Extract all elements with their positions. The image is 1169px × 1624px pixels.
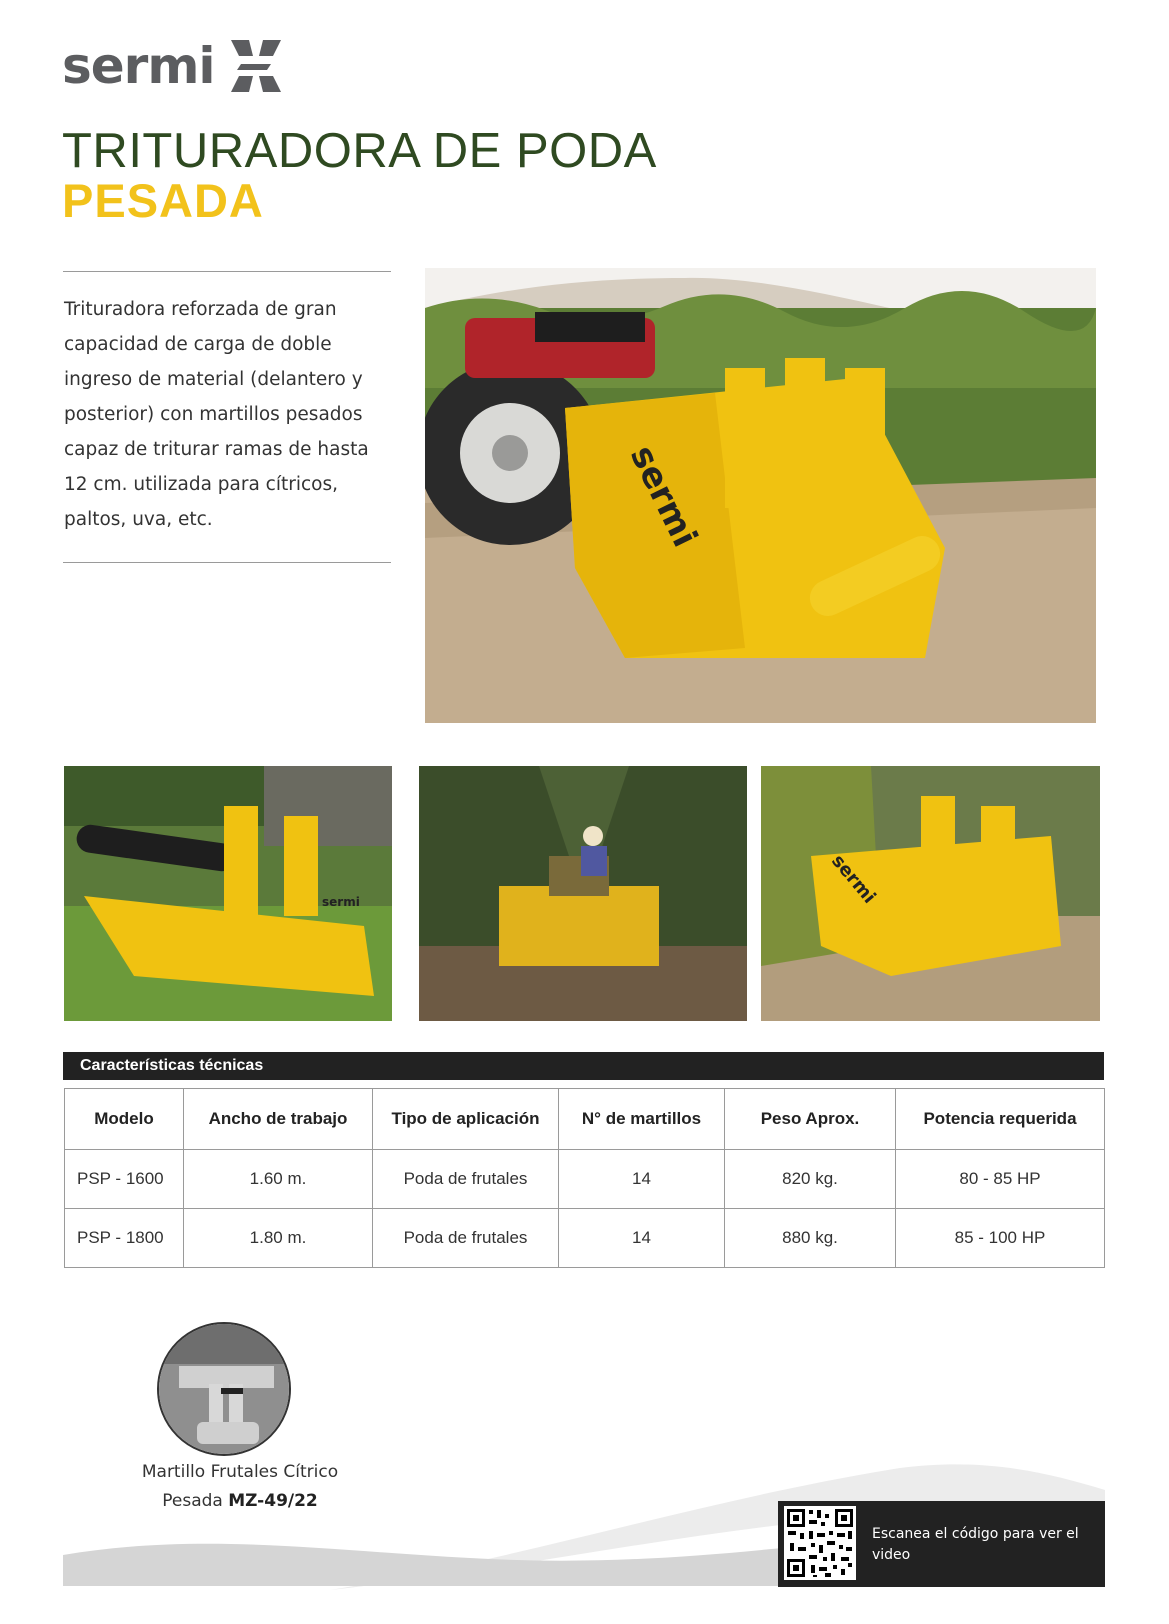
qr-code-icon[interactable]: [784, 1506, 856, 1580]
page-title: TRITURADORA DE PODA: [62, 124, 657, 178]
thumb1-brand-text: sermi: [322, 895, 360, 909]
product-description: Trituradora reforzada de gran capacidad de carga de doble ingreso de material (delantero y posterior) con martillos pesados capaz de triturar ramas de hasta 12 cm. utilizada para cítricos, paltos, uva, etc.: [64, 299, 369, 530]
table-cell: 80 - 85 HP: [896, 1150, 1105, 1209]
column-header: Potencia requerida: [896, 1089, 1105, 1150]
thumbnail-photo-side: [64, 766, 392, 1021]
qr-instruction: Escanea el código para ver el video: [872, 1526, 1079, 1563]
specs-table: [64, 1088, 1105, 1268]
brand-mark-icon: [229, 40, 283, 92]
table-cell: PSP - 1600: [65, 1150, 184, 1209]
table-cell: 1.80 m.: [184, 1209, 373, 1268]
brand-logo: [62, 38, 283, 94]
hammer-caption-line1: Martillo Frutales Cítrico: [141, 1462, 339, 1482]
table-row: [65, 1209, 1105, 1268]
hammer-photo: [157, 1322, 291, 1456]
hammer-caption-prefix: Pesada: [162, 1491, 223, 1511]
specs-heading: Características técnicas: [80, 1057, 264, 1074]
thumb3-brand-text: sermi: [827, 850, 880, 908]
table-cell: Poda de frutales: [373, 1150, 559, 1209]
hammer-caption-line2: [120, 1491, 360, 1511]
thumbnail-photo-working: [761, 766, 1100, 1021]
table-cell: Poda de frutales: [373, 1209, 559, 1268]
table-cell: 85 - 100 HP: [896, 1209, 1105, 1268]
table-cell: 880 kg.: [725, 1209, 896, 1268]
column-header: Modelo: [65, 1089, 184, 1150]
table-row: [65, 1150, 1105, 1209]
specs-heading-bar: [63, 1052, 1104, 1080]
main-photo-brand-text: sermi: [621, 439, 705, 554]
brand-name: sermi: [62, 37, 215, 95]
table-cell: 820 kg.: [725, 1150, 896, 1209]
column-header: Peso Aprox.: [725, 1089, 896, 1150]
table-header-row: [65, 1089, 1105, 1150]
hammer-model-code: MZ-49/22: [228, 1491, 318, 1511]
table-cell: 14: [559, 1150, 725, 1209]
column-header: N° de martillos: [559, 1089, 725, 1150]
column-header: Ancho de trabajo: [184, 1089, 373, 1150]
table-cell: PSP - 1800: [65, 1209, 184, 1268]
main-product-photo: [425, 268, 1096, 723]
divider-top: [63, 271, 391, 272]
table-cell: 14: [559, 1209, 725, 1268]
page-subtitle: PESADA: [62, 174, 264, 227]
thumbnail-photo-orchard: [419, 766, 747, 1021]
column-header: Tipo de aplicación: [373, 1089, 559, 1150]
divider-bottom: [63, 562, 391, 563]
table-cell: 1.60 m.: [184, 1150, 373, 1209]
